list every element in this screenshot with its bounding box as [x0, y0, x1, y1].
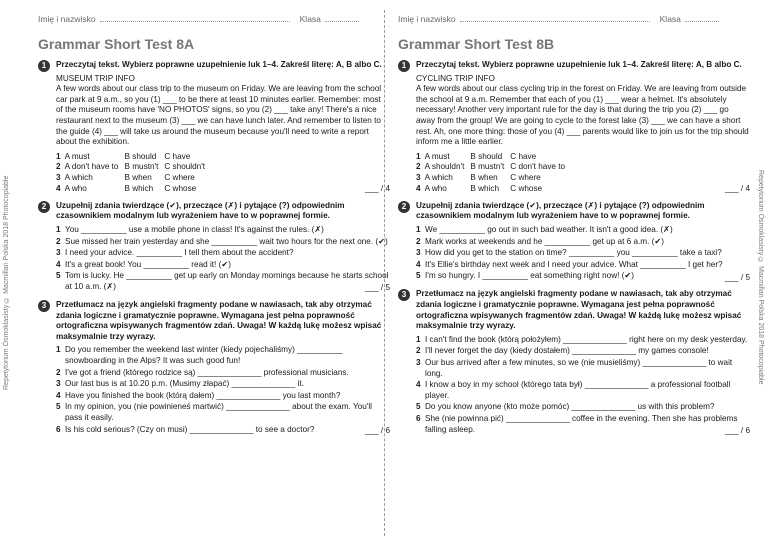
option-number: 2: [416, 162, 421, 172]
item-number: 6: [56, 424, 61, 434]
name-class-bar: [398, 14, 750, 24]
task-number-badge: 3: [398, 289, 410, 301]
class-label: Klasa: [659, 14, 681, 24]
list-item: [56, 248, 390, 259]
list-item: [56, 425, 390, 436]
item-number: 5: [416, 271, 421, 281]
list-item: [56, 260, 390, 271]
task-score: ___ / 4: [364, 184, 390, 194]
list-item: [56, 391, 390, 402]
option-choice[interactable]: B when: [124, 172, 152, 182]
item-list: [56, 225, 390, 293]
name-field[interactable]: [460, 21, 650, 22]
option-choice[interactable]: A who: [424, 183, 447, 193]
item-number: 1: [56, 345, 61, 355]
side-copyright-left: Repetytorium Ósmoklasisty © Macmillan Polska 2018 Photocopiable: [3, 175, 10, 390]
item-text[interactable]: I'm so hungry. I __________ eat something right now! (✔): [425, 271, 634, 281]
item-text[interactable]: Do you remember the weekend last winter (kiedy pojechaliśmy) __________ snowboarding in the Alps? It was such good fun!: [65, 345, 343, 366]
option-choice[interactable]: C where: [164, 172, 195, 182]
item-text[interactable]: Tom is lucky. He __________ get up early on Monday mornings because he starts school at 10 a.m. (✗): [65, 271, 389, 291]
option-choice[interactable]: B which: [470, 183, 500, 193]
item-text[interactable]: Do you know anyone (kto może pomóc) ______________ us with this problem?: [425, 402, 715, 412]
test-title: Grammar Short Test 8A: [38, 36, 195, 52]
option-choice[interactable]: B should: [124, 151, 157, 161]
item-text[interactable]: You __________ use a mobile phone in class! It's against the rules. (✗): [65, 224, 324, 234]
item-text[interactable]: It's a great book! You __________ read it! (✔): [65, 259, 231, 269]
item-text[interactable]: Is his cold serious? (Czy on musi) ______________ to see a doctor?: [65, 424, 315, 434]
list-item: [416, 414, 750, 435]
item-number: 2: [56, 367, 61, 377]
list-item: [416, 225, 750, 236]
task-instruction: Uzupełnij zdania twierdzące (✔), przeczące (✗) i pytające (?) odpowiednim czasownikiem modalnym lub wyrażeniem have to w poprawnej formie.: [56, 200, 345, 221]
spacer: [38, 437, 390, 443]
item-number: 4: [416, 259, 421, 269]
list-item: [56, 379, 390, 390]
option-choice[interactable]: B mustn't: [124, 162, 159, 172]
item-number: 6: [416, 414, 421, 423]
option-row: [56, 152, 211, 163]
item-number: 3: [56, 379, 61, 389]
item-text[interactable]: Sue missed her train yesterday and she __________ wait two hours for the next one. (✔): [65, 236, 388, 246]
option-choice[interactable]: C shouldn't: [164, 162, 206, 172]
item-text[interactable]: Our bus arrived after a few minutes, so we (nie musieliśmy) ______________ to wait long.: [425, 358, 733, 378]
list-item: [56, 225, 390, 236]
spacer: [398, 437, 750, 443]
text-subheading: MUSEUM TRIP INFO: [56, 73, 135, 83]
option-row: [416, 152, 571, 163]
reading-text: A few words about our class cycling trip in the forest on Friday. We are leaving from outside the school at 9 a.m. Remember that each of you (1) ___ wear a helmet. It's absolutely necessary! Another very important rule for the day is that during the trip you (2) ___ go away from the group! We are going to cycle to the forest lake (3) ___ we can have a short rest. Ah, one more thing: those of you (4) ___ parents would like to join us for the trip should inform me a little earlier.: [416, 84, 749, 147]
list-item: [416, 358, 750, 379]
option-choice[interactable]: C have: [510, 151, 537, 161]
list-item: [56, 368, 390, 379]
task-number-badge: 1: [38, 60, 50, 72]
option-choice[interactable]: C have: [164, 151, 191, 161]
option-choice[interactable]: A which: [64, 172, 93, 182]
option-number: 2: [56, 162, 61, 172]
task-3: [398, 289, 750, 436]
item-number: 5: [416, 402, 421, 412]
list-item: [416, 271, 750, 282]
test-8b-column: [398, 0, 750, 543]
item-number: 2: [416, 346, 421, 356]
task-number-badge: 2: [38, 201, 50, 213]
task-instruction: Przetłumacz na język angielski fragmenty podane w nawiasach, tak aby otrzymać zdania logiczne i gramatycznie poprawne. Wymagana jest pełna poprawność ortograficzna wpisywanych fragmentów zdań. Uwaga! W każdą lukę możesz wpisać maksymalnie trzy wyrazy.: [56, 300, 382, 341]
item-text[interactable]: In my opinion, you (nie powinieneś martwić) ______________ about the exam. You'll pass it easily.: [65, 402, 372, 422]
item-text[interactable]: I've got a friend (którego rodzice są) ______________ professional musicians.: [65, 367, 349, 377]
list-item: [416, 380, 750, 401]
item-number: 4: [416, 380, 421, 390]
item-number: 2: [416, 236, 421, 246]
task-score: ___ / 5: [364, 283, 390, 293]
option-row: [56, 173, 211, 184]
option-choice[interactable]: A which: [424, 172, 453, 182]
item-text[interactable]: How did you get to the station on time? __________ you __________ take a taxi?: [425, 248, 722, 258]
option-choice[interactable]: C whose: [164, 183, 197, 193]
task-score: ___ / 4: [724, 184, 750, 194]
list-item: [416, 237, 750, 248]
task-instruction: Uzupełnij zdania twierdzące (✔), przeczące (✗) i pytające (?) odpowiednim czasownikiem modalnym lub wyrażeniem have to w poprawnej formie.: [416, 200, 705, 221]
option-number: 1: [56, 151, 61, 161]
list-item: [416, 260, 750, 271]
item-number: 1: [416, 224, 421, 234]
item-text[interactable]: She (nie powinna pić) ______________ coffee in the evening. Then she has problems falling asleep.: [425, 414, 738, 434]
option-number: 3: [56, 172, 61, 182]
item-text[interactable]: Have you finished the book (którą dałem) ______________ you last month?: [65, 390, 341, 400]
name-class-bar: [38, 14, 390, 24]
option-choice[interactable]: B when: [470, 172, 498, 182]
option-row: [416, 162, 571, 173]
item-text[interactable]: I'll never forget the day (kiedy dostałem) ______________ my games console!: [425, 346, 709, 356]
option-number: 4: [416, 183, 421, 193]
item-text[interactable]: I know a boy in my school (którego tata był) ______________ a professional football player.: [425, 380, 731, 400]
name-field[interactable]: [100, 21, 290, 22]
test-8a-column: [38, 0, 390, 543]
item-text[interactable]: Our last bus is at 10.20 p.m. (Musimy złapać) ______________ it.: [65, 379, 304, 389]
task-2: [398, 201, 750, 284]
list-item: [56, 271, 390, 292]
option-choice[interactable]: B should: [470, 151, 503, 161]
option-row: [56, 184, 211, 195]
item-number: 5: [56, 402, 61, 412]
reading-text: A few words about our class trip to the museum on Friday. We are leaving from the school car park at 9 a.m., so you (1) ___ to be there at least 10 minutes earlier. Remember: most of the museum rooms have 'NO PHOTOS' signs, so you (2) ___ take any! There's a nice restaurant next to the museum (3) ___ we can have lunch later. And remember to listen to the guide (4) ___ will take us around the museum because you'll need to write a report about the exhibition.: [56, 84, 382, 147]
option-row: [416, 173, 571, 184]
option-choice[interactable]: B which: [124, 183, 154, 193]
list-item: [416, 248, 750, 259]
task-number-badge: 1: [398, 60, 410, 72]
item-number: 3: [416, 248, 421, 258]
list-item: [56, 237, 390, 248]
option-choice[interactable]: A must: [64, 151, 90, 161]
task-2: [38, 201, 390, 294]
item-number: 4: [56, 259, 61, 269]
list-item: [416, 335, 750, 346]
option-choice[interactable]: C don't have to: [510, 162, 566, 172]
task-instruction: Przeczytaj tekst. Wybierz poprawne uzupełnienie luk 1–4. Zakreśl literę: A, B albo C.: [56, 60, 382, 69]
item-number: 1: [56, 224, 61, 234]
item-list: [416, 225, 750, 282]
options-table: [56, 152, 211, 194]
task-instruction: Przeczytaj tekst. Wybierz poprawne uzupełnienie luk 1–4. Zakreśl literę: A, B albo C.: [416, 60, 742, 69]
item-list: [416, 335, 750, 435]
item-text[interactable]: It's Ellie's birthday next week and I need your advice. What __________ I get her?: [425, 259, 723, 269]
task-number-badge: 3: [38, 300, 50, 312]
item-text[interactable]: We __________ go out in such bad weather. It isn't a good idea. (✗): [425, 224, 673, 234]
option-choice[interactable]: C whose: [510, 183, 543, 193]
item-number: 3: [56, 248, 61, 258]
list-item: [416, 402, 750, 413]
list-item: [56, 345, 390, 366]
option-number: 1: [416, 151, 421, 161]
item-text[interactable]: I need your advice. __________ I tell them about the accident?: [65, 248, 294, 258]
option-choice[interactable]: A must: [424, 151, 450, 161]
item-number: 5: [56, 271, 61, 281]
item-text[interactable]: I can't find the book (którą położyłem) ______________ right here on my desk yesterday.: [425, 334, 748, 344]
option-choice[interactable]: A don't have to: [64, 162, 119, 172]
name-label: Imię i nazwisko: [398, 14, 456, 24]
task-score: ___ / 6: [364, 426, 390, 436]
item-number: 4: [56, 390, 61, 400]
class-label: Klasa: [299, 14, 321, 24]
item-number: 2: [56, 236, 61, 246]
task-3: [38, 300, 390, 437]
name-label: Imię i nazwisko: [38, 14, 96, 24]
option-number: 3: [416, 172, 421, 182]
option-choice[interactable]: C where: [510, 172, 541, 182]
task-1: [38, 60, 390, 195]
item-number: 1: [416, 334, 421, 344]
list-item: [56, 402, 390, 423]
item-text[interactable]: Mark works at weekends and he __________ get up at 6 a.m. (✔): [425, 236, 664, 246]
option-choice[interactable]: A shouldn't: [424, 162, 465, 172]
option-choice[interactable]: A who: [64, 183, 87, 193]
option-number: 4: [56, 183, 61, 193]
class-field[interactable]: [325, 21, 359, 22]
side-copyright-right: Repetytorium Ósmoklasisty © Macmillan Polska 2018 Photocopiable: [757, 170, 764, 385]
class-field[interactable]: [685, 21, 719, 22]
option-choice[interactable]: B mustn't: [470, 162, 505, 172]
task-1: [398, 60, 750, 195]
task-number-badge: 2: [398, 201, 410, 213]
task-score: ___ / 6: [724, 426, 750, 436]
option-row: [56, 162, 211, 173]
task-score: ___ / 5: [724, 272, 750, 282]
test-title: Grammar Short Test 8B: [398, 36, 555, 52]
list-item: [416, 346, 750, 357]
item-number: 3: [416, 358, 421, 368]
task-instruction: Przetłumacz na język angielski fragmenty podane w nawiasach, tak aby otrzymać zdania logiczne i gramatycznie poprawne. Wymagana jest pełna poprawność ortograficzna wpisywanych fragmentów zdań. Uwaga! W każdą lukę możesz wpisać maksymalnie trzy wyrazy.: [416, 289, 742, 331]
item-list: [56, 345, 390, 435]
text-subheading: CYCLING TRIP INFO: [416, 73, 495, 83]
